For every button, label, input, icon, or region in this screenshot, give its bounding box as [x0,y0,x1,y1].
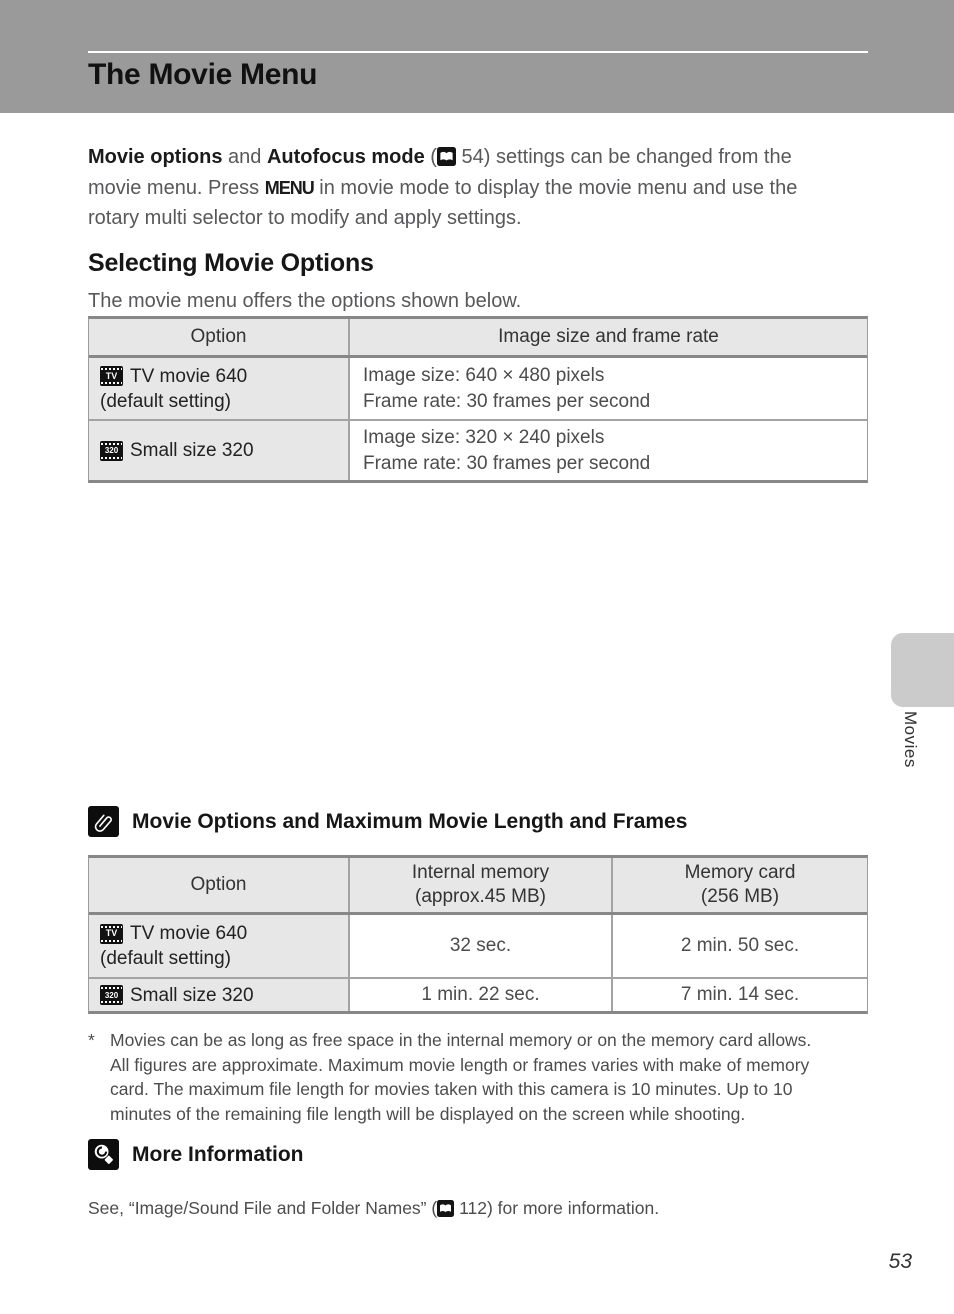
option-name: TV movie 640 [130,365,248,387]
option-name: Small size 320 [130,440,254,461]
option-name: TV movie 640 [130,923,248,944]
table-row [89,358,867,419]
column-header-detail: Image size and frame rate [348,319,867,355]
header-rule [88,51,868,53]
intro-bold-movie-options: Movie options [88,146,223,168]
internal-memory-value: 1 min. 22 sec. [348,979,611,1011]
table-row [89,419,867,480]
table-row [89,977,867,1011]
frame-rate-value: Frame rate: 30 frames per second [363,452,651,474]
header-band [0,0,954,113]
memory-card-value: 7 min. 14 sec. [611,979,867,1011]
tv-movie-640-icon: TV [100,366,123,386]
column-header-option: Option [89,319,348,355]
movie-length-table [88,855,868,1014]
frame-rate-value: Frame rate: 30 frames per second [363,390,651,412]
intro-bold-autofocus-mode: Autofocus mode [266,146,425,168]
image-size-value: Image size: 640 × 480 pixels [363,364,605,386]
more-info-bulb-icon [88,1139,119,1170]
note-section-header [88,806,687,837]
more-info-text: See, “Image/Sound File and Folder Names” ( 112) for more information. [88,1197,660,1218]
ref-page-number: 54 [461,146,484,168]
menu-button-glyph: MENU [264,177,314,198]
option-note: (default setting) [100,948,231,969]
chapter-side-tab [891,633,954,707]
chapter-side-tab-label: Movies [901,711,920,768]
tv-movie-640-icon: TV [100,924,123,944]
table-header-row [89,319,867,358]
memory-card-value: 2 min. 50 sec. [611,915,867,977]
page-ref-icon [437,145,456,164]
option-name: Small size 320 [130,984,254,1006]
ref-page-number: 112 [459,1197,487,1218]
intro-paragraph: Movie options and Autofocus mode ( 54) settings can be changed from the movie menu. Press MENU in movie mode to display the movie menu and use the rotary multi selector to modify and apply settings. [88,146,798,229]
table-header-row [89,858,867,915]
internal-memory-value: 32 sec. [348,915,611,977]
more-info-section-header [88,1139,304,1170]
section-lead: The movie menu offers the options shown below. [88,290,522,312]
table-row [89,915,867,977]
movie-options-table [88,316,868,483]
image-size-value: Image size: 320 × 240 pixels [363,426,605,448]
footnote-marker: * [88,1030,95,1050]
note-section-title: Movie Options and Maximum Movie Length and Frames [132,809,688,833]
section-heading-selecting-movie-options: Selecting Movie Options [88,248,374,277]
more-info-title: More Information [132,1142,304,1166]
paperclip-note-icon [88,806,119,837]
page-ref-icon [437,1200,454,1217]
option-note: (default setting) [100,390,231,412]
column-header-option: Option [89,858,348,912]
small-size-320-icon: 320 [100,985,123,1005]
column-header-internal-memory: Internal memory (approx.45 MB) [348,858,611,912]
footnote-text: Movies can be as long as free space in the internal memory or on the memory card allows. All figures are approximate. Maximum movie length or frames varies with make of memory card. The maximum file length for movies taken with this camera is 10 minutes. Up to 10 minutes of the remaining file length will be displayed on the screen while shooting. [110,1030,812,1124]
page-title: The Movie Menu [88,58,318,91]
page-number: 53 [888,1250,912,1273]
small-size-320-icon: 320 [100,441,123,461]
table-footnote [88,1028,876,1126]
column-header-memory-card: Memory card (256 MB) [611,858,867,912]
